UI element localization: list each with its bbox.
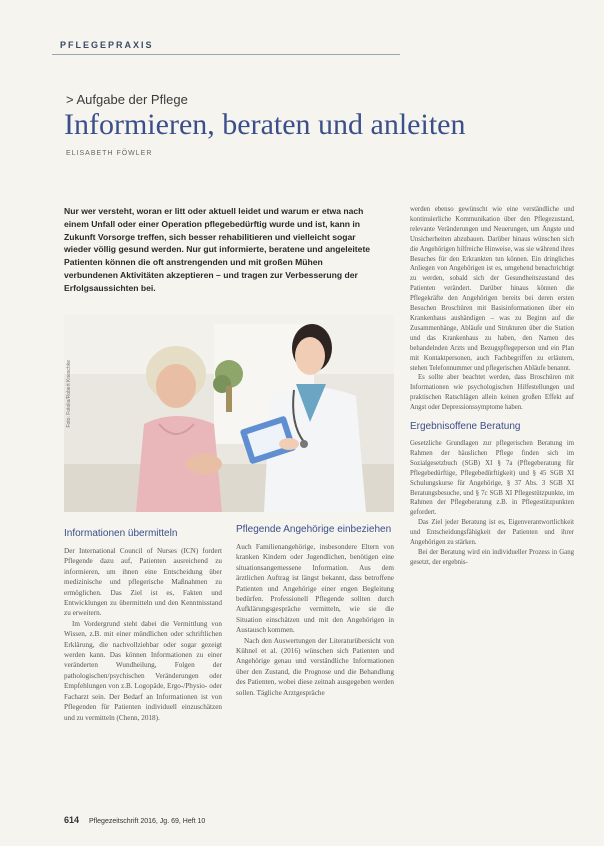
col3-paragraph-2: Es sollte aber beachtet werden, dass Broschüren mit Informationen wie psychologischen Hilfestellungen und praktischen Ratschlägen allein keinen großen Effekt auf Angst oder Depressionssymptome haben. [410, 374, 574, 412]
col1-paragraph-1: Der International Council of Nurses (ICN) fordert Pflegende dazu auf, Patienten ausreichend zu informieren, um ihnen eine Entscheidung über medizinische und pflegerische Maßnahmen zu ermöglichen. Das Ziel ist es, Fakten und Entwicklungen zu übermitteln und den Kenntnisstand zu erweitern. [64, 547, 222, 618]
col2-paragraph-2: Nach den Auswertungen der Literaturübersicht von Kühnel et al. (2016) wünschen sich Patienten und Angehörige genau und verständliche Informationen über den Zustand, die Prognose und die Behandlung des Patienten, wobei diese zeitnah ausgegeben werden sollen. Tägliche Arztgespräche [236, 636, 394, 697]
col3-paragraph-4: Das Ziel jeder Beratung ist es, Eigenverantwortlichkeit und Entscheidungsfähigkeit der Patienten und ihrer Angehörigen zu stärken. [410, 519, 574, 547]
article-kicker: > Aufgabe der Pflege [66, 92, 188, 107]
heading-angehoerige: Pflegende Angehörige einbeziehen [236, 524, 392, 535]
heading-beratung: Ergebnisoffene Beratung [410, 421, 521, 433]
photo-credit: Foto: Fotolia/Robert Kneschke [66, 360, 72, 428]
section-label: PFLEGEPRAXIS [60, 40, 154, 50]
col1-paragraph-2: Im Vordergrund steht dabei die Vermittlung von Wissen, z.B. mit einer mündlichen oder schriftlichen Erklärung, die nachvollziehbar oder sogar gezeigt werden kann. Das können Informationen zu einer veränderten Wundheilung, Folgen der pathologischen/psychischen Veränderungen oder Empfehlungen von z.B. Logopäde, Ergo-/Physio- oder Facharzt sein. Der Bedarf an Informationen ist von Pflegenden für Patienten individuell einzuschätzen und zu vermitteln (Chenn, 2018). [64, 619, 222, 722]
heading-informationen: Informationen übermitteln [64, 528, 178, 539]
article-author: ELISABETH FÖWLER [66, 150, 153, 157]
column-2 [236, 524, 394, 698]
col2-paragraph-1: Auch Familienangehörige, insbesondere Eltern von kranken Kindern oder Jugendlichen, benötigen eine situationsangemessene Information. Aus dem ärztlichen Auftrag ist längst bekannt, dass betroffene Patienten und Angehörige einer engen Begleitung bedürfen. Professionell Pflegende sollten durch Aufklärungsgespräche vermitteln, wie sie die Situation einschätzen und mit den Angehörigen in Austausch kommen. [236, 543, 394, 635]
article-title: Informieren, beraten und anleiten [64, 108, 466, 141]
col3-paragraph-3: Gesetzliche Grundlagen zur pflegerischen Beratung im Rahmen der häuslichen Pflege finden sich im Sozialgesetzbuch (SGB) XI § 7a (Pflegeberatung für Pflegebedürftige, Pflegebedürftigkeit) und § 45 SGB XI Schulungskurse für Angehörige, § 37 Abs. 3 SGB XI Beratungsbesuche, und § 7c SGB XI Pflegestützpunkte, im Rahmen der Pflegeberatung z.B. in Pflegestützpunkten gefordert. [410, 440, 574, 517]
column-1 [64, 528, 222, 723]
journal-citation: Pflegezeitschrift 2016, Jg. 69, Heft 10 [88, 818, 206, 825]
column-3 [410, 205, 574, 568]
article-lead: Nur wer versteht, woran er litt oder aktuell leidet und warum er etwa nach einem Unfall oder einer Operation pflegebedürftig wurde und ist, kann in Zukunft Vorsorge treffen, sich besser rehabilitieren und vielleicht sogar wieder völlig gesund werden. Nur gut informierte, beratene und angeleitete Patienten können die oft anstrengenden und mit großen Mühen verbundenen Aktivitäten akzeptieren – und tragen zur Verbesserung der Erfolgsaussichten bei. [64, 206, 371, 293]
col3-paragraph-1: werden ebenso gewünscht wie eine verständliche und kontinuierliche Kommunikation über den Pflegezustand, relevante Veränderungen und Neuerungen, um Ängste und Unsicherheiten abzubauen. Darüber hinaus wünschen sich die Angehörigen hilfreiche Hinweise, was sie während ihres Besuches für den Erkrankten tun können. Ein dringliches Anliegen von Angehörigen ist es, umgehend benachrichtigt zu werden, sobald sich der Gesundheitszustand des Patienten verändert. Darüber hinaus können die Pflegekräfte den Angehörigen bereits bei deren ersten Besuchen Broschüren mit Basisinformationen über ein Krankenhaus aushändigen – was zu Beginn auf die Zusammenhänge, Abläufe und Strukturen über die Station und das Krankenhaus zu haben, den Namen des behandelnden Arzts und Bezugspflegeperson und ein Plan mit Kontaktpersonen, auch Fachbegriffen zu erläutern, stehen Telefonnummer und pflegerischen Abläufe benannt. [410, 206, 574, 372]
article-photo [64, 314, 394, 512]
page-footer [64, 815, 205, 825]
col3-paragraph-5: Bei der Beratung wird ein individueller Prozess in Gang gesetzt, der ergebnis- [410, 549, 574, 566]
nurse-patient-photo [64, 314, 394, 512]
page-number: 614 [64, 815, 80, 825]
